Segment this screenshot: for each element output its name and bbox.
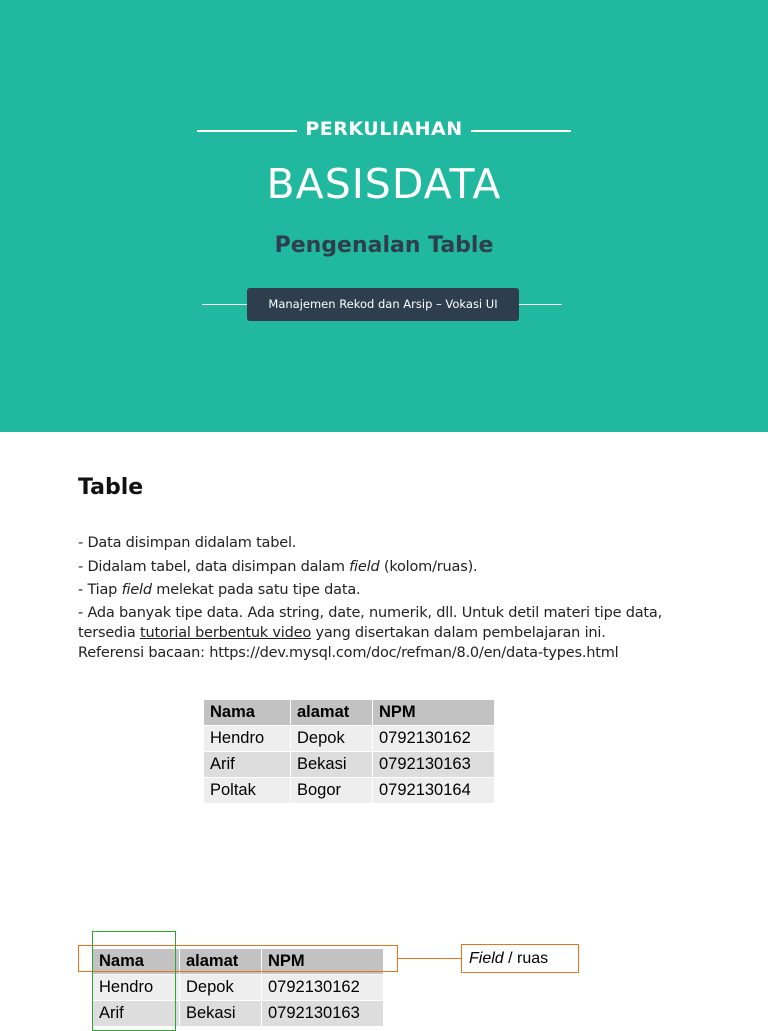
cell-npm: 0792130162 — [262, 975, 384, 1001]
cell-alamat: Depok — [291, 726, 373, 752]
course-badge: Manajemen Rekod dan Arsip – Vokasi UI — [247, 288, 519, 321]
bullet-3-term: field — [121, 582, 152, 598]
cell-npm: 0792130163 — [262, 1001, 384, 1027]
reference-line: Referensi bacaan: https://dev.mysql.com/doc/refman/8.0/en/data-types.html — [78, 644, 619, 661]
bullet-1: - Data disimpan didalam tabel. — [78, 535, 297, 551]
header-nama: Nama — [93, 949, 180, 975]
table-header-row — [204, 700, 495, 726]
table-row — [204, 726, 495, 752]
cell-alamat: Bekasi — [291, 752, 373, 778]
bullet-2 — [78, 556, 718, 580]
example-table — [203, 699, 495, 804]
callout-term: Field — [469, 950, 504, 967]
field-callout — [461, 944, 579, 973]
bullet-4-text: tersedia — [78, 624, 140, 641]
header-npm: NPM — [373, 700, 495, 726]
table-row — [204, 778, 495, 804]
main-title: BASISDATA — [266, 160, 502, 208]
callout-text: / ruas — [503, 950, 549, 967]
course-line-left — [202, 304, 248, 305]
course-line-right — [518, 304, 562, 305]
cell-nama: Arif — [93, 1001, 180, 1027]
header-alamat: alamat — [291, 700, 373, 726]
slide-heading: Table — [78, 475, 144, 500]
column-highlight — [92, 931, 176, 1031]
cell-nama: Poltak — [204, 778, 291, 804]
cell-alamat: Bogor — [291, 778, 373, 804]
header-npm: NPM — [262, 949, 384, 975]
title-slide — [0, 0, 768, 432]
bullet-4-line-2 — [78, 623, 718, 643]
bullet-list — [78, 532, 718, 663]
video-tutorial-link[interactable]: tutorial berbentuk video — [139, 624, 312, 641]
table-row — [204, 752, 495, 778]
cell-npm: 0792130162 — [373, 726, 495, 752]
cell-nama: Arif — [204, 752, 291, 778]
bullet-2-term: field — [349, 558, 380, 575]
header-nama: Nama — [204, 700, 291, 726]
cell-npm: 0792130164 — [373, 778, 495, 804]
cell-alamat: Bekasi — [180, 1001, 262, 1027]
bullet-3 — [78, 579, 718, 603]
bullet-2-text: - Didalam tabel, data disimpan dalam — [78, 558, 350, 575]
bullet-3-text: - Tiap — [78, 582, 122, 598]
kicker-text: PERKULIAHAN — [305, 118, 463, 140]
bullet-4-text-end: yang disertakan dalam pembelajaran ini. — [311, 624, 606, 641]
cell-nama: Hendro — [204, 726, 291, 752]
bullet-3-text-end: melekat pada satu tipe data. — [151, 582, 361, 598]
header-alamat: alamat — [180, 949, 262, 975]
callout-connector-line — [398, 958, 461, 959]
cell-nama: Hendro — [93, 975, 180, 1001]
bullet-2-text-end: (kolom/ruas). — [379, 558, 478, 575]
cell-alamat: Depok — [180, 975, 262, 1001]
sub-title: Pengenalan Table — [274, 233, 494, 258]
bullet-4-line-1: - Ada banyak tipe data. Ada string, date, numerik, dll. Untuk detil materi tipe data, — [78, 604, 663, 621]
cell-npm: 0792130163 — [373, 752, 495, 778]
